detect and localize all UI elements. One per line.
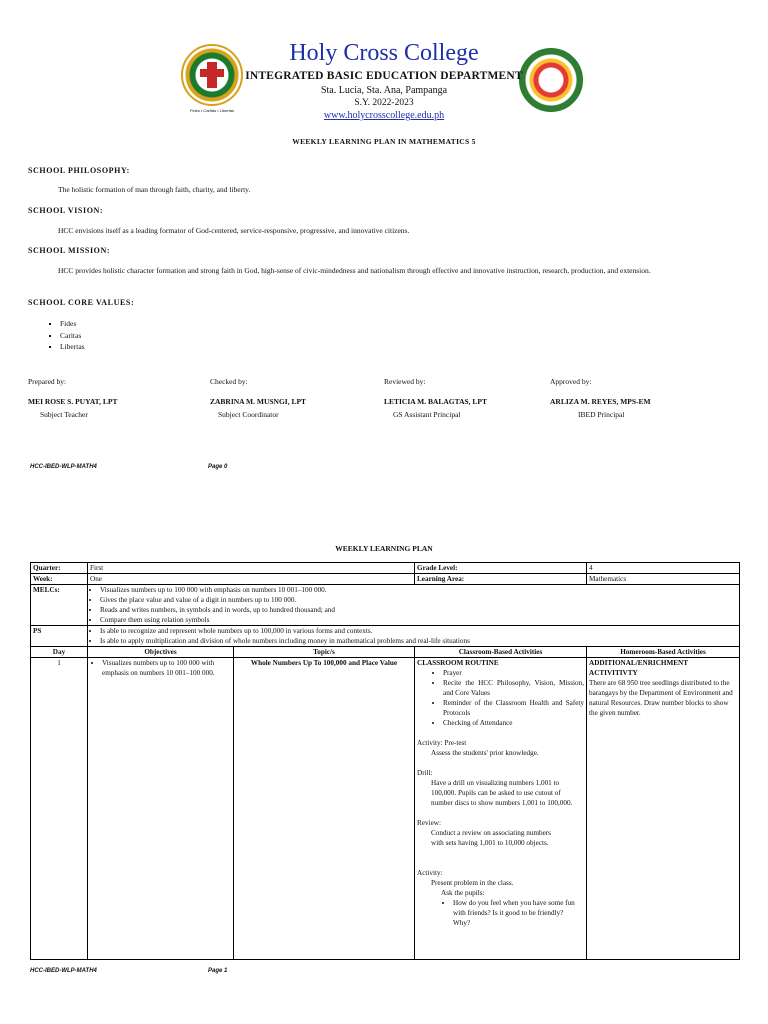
- table-row: [31, 585, 740, 626]
- list-item: • Recite the HCC Philosophy, Vision, Mission, and Core Values: [443, 678, 584, 698]
- core-value-item: ▪ Libertas: [60, 341, 85, 353]
- day-cell: 1: [31, 658, 88, 960]
- learning-area-value: Mathematics: [587, 574, 740, 585]
- mission-text: HCC provides holistic character formation and strong faith in God, high-sense of civic-mindedness and nationalism through effective and innovative instruction, research, production, and extension.: [58, 266, 651, 275]
- activity-label: Activity:: [417, 869, 443, 877]
- footer-code: HCC-IBED-WLP-MATH4: [30, 464, 97, 470]
- homeroom-heading: ADDITIONAL/ENRICHMENT ACTIVITIVTY: [589, 659, 688, 677]
- homeroom-activities-cell: [587, 658, 740, 960]
- ps-label: PS: [31, 626, 88, 647]
- learning-plan-table: [30, 562, 740, 960]
- activity-text: Present problem in the class.: [431, 879, 514, 887]
- column-header-day: Day: [31, 647, 88, 658]
- routine-heading: CLASSROOM ROUTINE: [417, 659, 499, 667]
- column-header-homeroom-activities: Homeroom-Based Activities: [587, 647, 740, 658]
- ask-text: Ask the pupils:: [441, 889, 485, 897]
- footer-page-number: Page 0: [208, 464, 228, 470]
- website-link[interactable]: www.holycrosscollege.edu.ph: [323, 110, 445, 121]
- core-values-heading: SCHOOL CORE VALUES:: [28, 298, 135, 307]
- list-item: • Compare them using relation symbols: [100, 615, 737, 625]
- reviewed-by-role: GS Assistant Principal: [393, 410, 461, 419]
- table-row: [31, 658, 740, 960]
- melcs-cell: [88, 585, 740, 626]
- learning-area-label: Learning Area:: [415, 574, 587, 585]
- melcs-label: MELCs:: [31, 585, 88, 626]
- core-value-item: ▪ Caritas: [60, 330, 85, 342]
- core-values-list: [44, 318, 85, 353]
- list-item: • Is able to recognize and represent whole numbers up to 100,000 in various forms and contexts.: [100, 626, 737, 636]
- approved-by-label: Approved by:: [550, 377, 592, 386]
- list-item: • Prayer: [443, 668, 584, 678]
- reviewed-by-label: Reviewed by:: [384, 377, 426, 386]
- list-item: • Checking of Attendance: [443, 718, 584, 728]
- pretest-label: Activity: Pre-test: [417, 739, 467, 747]
- topic-cell: Whole Numbers Up To 100,000 and Place Value: [234, 658, 415, 960]
- prepared-by-role: Subject Teacher: [40, 410, 88, 419]
- review-text: Conduct a review on associating numbers with sets having 1,001 to 10,000 objects.: [431, 829, 551, 847]
- list-item: • Reminder of the Classroom Health and Safety Protocols: [443, 698, 584, 718]
- week-label: Week:: [31, 574, 88, 585]
- column-header-topics: Topic/s: [234, 647, 415, 658]
- core-value-item: ▪ Fides: [60, 318, 85, 330]
- ps-cell: [88, 626, 740, 647]
- department-name: INTEGRATED BASIC EDUCATION DEPARTMENT: [245, 70, 523, 82]
- list-item: • Reads and writes numbers, in symbols and in words, up to hundred thousand; and: [100, 605, 737, 615]
- list-item: • Gives the place value and value of a digit in numbers up to 100 000.: [100, 595, 737, 605]
- approved-by-role: IBED Principal: [578, 410, 625, 419]
- school-year: S.Y. 2022-2023: [354, 98, 414, 108]
- grade-level-value: 4: [587, 563, 740, 574]
- approved-by-name: ARLIZA M. REYES, MPS-EM: [550, 397, 651, 406]
- philosophy-heading: SCHOOL PHILOSOPHY:: [28, 166, 130, 175]
- drill-label: Drill:: [417, 769, 433, 777]
- grade-level-label: Grade Level:: [415, 563, 587, 574]
- logo-motto: Fides • Caritas • Libertas: [190, 108, 234, 113]
- footer-page-number: Page 1: [208, 968, 228, 974]
- list-item: • Visualizes numbers up to 100 000 with emphasis on numbers 10 001–100 000.: [102, 658, 231, 678]
- school-address: Sta. Lucia, Sta. Ana, Pampanga: [320, 85, 448, 96]
- plan-title: WEEKLY LEARNING PLAN: [335, 544, 433, 553]
- list-item: • Is able to apply multiplication and division of whole numbers including money in mathematical problems and real-life situations: [100, 636, 737, 646]
- classroom-activities-cell: [415, 658, 587, 960]
- list-item: • How do you feel when you have some fun with friends? Is it good to be friendly? Why?: [453, 898, 578, 928]
- drill-text: Have a drill on visualizing numbers 1,001 to 100,000. Pupils can be asked to use cutout of number discs to show numbers 1,001 to 100,000.: [431, 779, 573, 807]
- reviewed-by-name: LETICIA M. BALAGTAS, LPT: [384, 397, 488, 406]
- checked-by-role: Subject Coordinator: [218, 410, 279, 419]
- table-row: [31, 626, 740, 647]
- philosophy-text: The holistic formation of man through faith, charity, and liberty.: [58, 185, 251, 194]
- table-header-row: [31, 647, 740, 658]
- quarter-label: Quarter:: [31, 563, 88, 574]
- mission-heading: SCHOOL MISSION:: [28, 246, 111, 255]
- pretest-text: Assess the students' prior knowledge.: [431, 749, 539, 757]
- prepared-by-label: Prepared by:: [28, 377, 67, 386]
- vision-heading: SCHOOL VISION:: [28, 206, 104, 215]
- checked-by-label: Checked by:: [210, 377, 248, 386]
- table-row: [31, 574, 740, 585]
- list-item: • Visualizes numbers up to 100 000 with emphasis on numbers 10 001–100 000.: [100, 585, 737, 595]
- document-title: WEEKLY LEARNING PLAN IN MATHEMATICS 5: [292, 137, 476, 146]
- college-name: Holy Cross College: [289, 40, 479, 66]
- table-row: [31, 563, 740, 574]
- footer-code: HCC-IBED-WLP-MATH4: [30, 968, 97, 974]
- column-header-classroom-activities: Classroom-Based Activities: [415, 647, 587, 658]
- objective-cell: [88, 658, 234, 960]
- review-label: Review:: [417, 819, 441, 827]
- quarter-value: First: [88, 563, 415, 574]
- checked-by-name: ZABRINA M. MUSNGI, LPT: [210, 397, 307, 406]
- prepared-by-name: MEI ROSE S. PUYAT, LPT: [28, 397, 118, 406]
- column-header-objectives: Objectives: [88, 647, 234, 658]
- homeroom-text: There are 68 950 tree seedlings distributed to the barangays by the Department of Environment and natural Resources. Draw number blocks to show the given number.: [589, 679, 733, 717]
- vision-text: HCC envisions itself as a leading formator of God-centered, service-responsive, progressive, and innovative citizens.: [58, 226, 410, 235]
- week-value: One: [88, 574, 415, 585]
